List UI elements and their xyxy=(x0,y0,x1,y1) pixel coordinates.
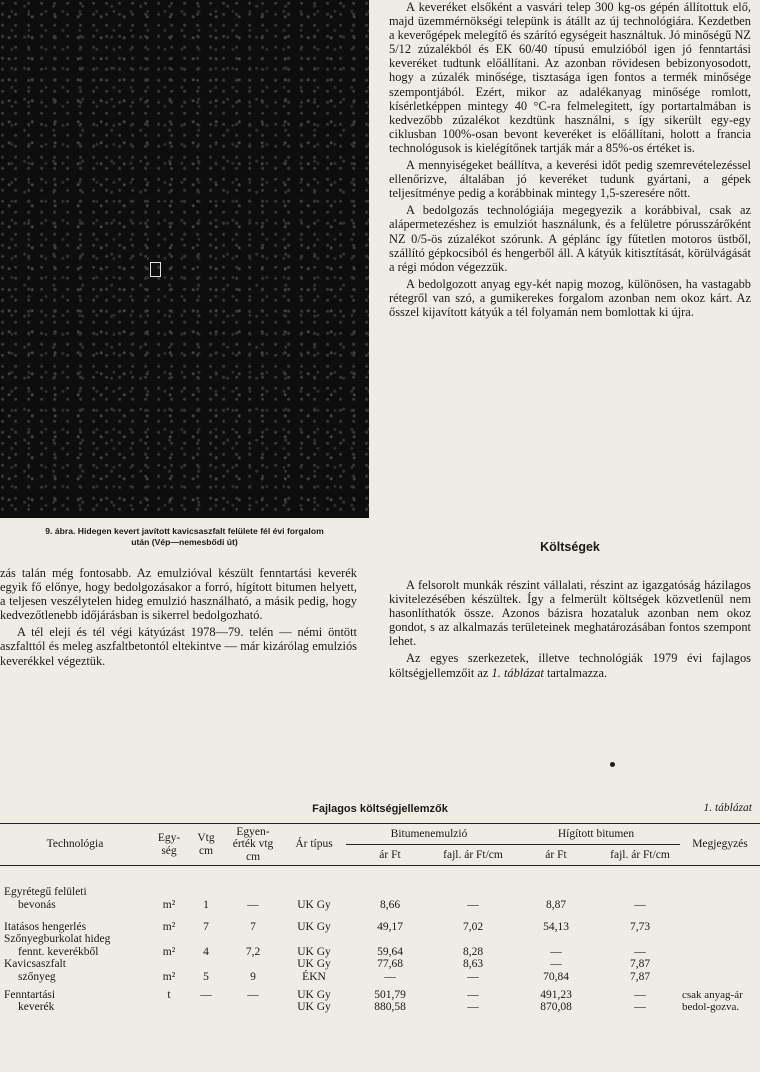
paragraph: A bedolgozás technológiája megegyezik a korábbival, csak az alápermetezéshez is emulziót használunk, és a felületre pórusszárőként NZ 0/5-ös zúzalékot szórunk. A géplánc így fűtetlen motoros üstből, szállító gépkocsiból és hengerből áll. A kátyúk kitisztítását, körülvágását a régi módon végezzük. xyxy=(389,203,751,274)
dot-mark xyxy=(610,762,615,767)
header-egyseg: Egy-ség xyxy=(150,824,188,866)
header-bitumenemulzio: Bitumenemulzió xyxy=(346,824,512,845)
left-column-bottom xyxy=(0,566,357,668)
right-column-bottom xyxy=(389,578,751,680)
paragraph: A felsorolt munkák részint vállalati, részint az igazgatóság házilagos kivitelezésében készültek. Így a felmerült költségek közvetlenül nem hasonlíthatók össze. Azonos bázisra hozataluk azonban nem okoz gondot, s az alkalmazás területeinek meghatározásában fontos szempont lehet. xyxy=(389,578,751,649)
header-fajl-ar: fajl. ár Ft/cm xyxy=(600,845,680,866)
photo-marker xyxy=(150,262,161,277)
table-row: Kavicsaszfalt szőnyeg m² 5 9 UK Gy ÉKN 77,68 — 8,63 — — 70,84 7,87 7,87 xyxy=(4,958,651,983)
table-note: csak anyag-ár bedol-gozva. xyxy=(682,989,743,1014)
header-technologia: Technológia xyxy=(0,824,150,866)
header-egyenertek: Egyen-érték vtg cm xyxy=(224,824,282,866)
table-label: 1. táblázat xyxy=(703,802,752,814)
header-fajl-ar: fajl. ár Ft/cm xyxy=(434,845,512,866)
header-vtg: Vtg cm xyxy=(188,824,224,866)
header-higitott: Hígított bitumen xyxy=(512,824,680,845)
table-row: Szőnyegburkolat hideg fennt. keverékből m² 4 7,2 UK Gy 59,64 8,28 — — xyxy=(4,933,646,958)
figure-caption: 9. ábra. Hidegen kevert javított kavicsaszfalt felülete fél évi forgalom után (Vép—nemesbődi út) xyxy=(45,526,324,547)
paragraph: A mennyiségeket beállítva, a keverési időt pedig szemrevételezéssel ellenőrizve, általában jó keveréket tudunk gyártani, a gépek teljesítménye pedig a korábbinak mintegy 1,5-szeresére nőtt. xyxy=(389,158,751,201)
table-row: Itatásos hengerlés m² 7 7 UK Gy 49,17 7,02 54,13 7,73 xyxy=(4,921,651,934)
paragraph: Az egyes szerkezetek, illetve technológiák 1979 évi fajlagos költségjellemzőit az 1. táblázat tartalmazza. xyxy=(389,651,751,680)
cost-table xyxy=(0,823,760,1014)
right-column-top xyxy=(389,0,751,319)
table-row: Fenntartási keverék t — — UK Gy UK Gy 501,79 880,58 — — 491,23 870,08 — — csak anyag-ár bedol-gozva. xyxy=(0,983,760,1014)
pavement-photo xyxy=(0,0,369,518)
section-title: Költségek xyxy=(540,540,600,554)
table-row: Egyrétegű felületi bevonás m² 1 — UK Gy 8,66 — 8,87 — xyxy=(4,886,646,911)
paragraph: A bedolgozott anyag egy-két napig mozog, különösen, ha vastagabb rétegről van szó, a gumikerekes forgalom azonban nem okoz kárt. Az ősszel kijavított kátyúk a tél folyamán nem bomlottak ki újra. xyxy=(389,276,751,319)
table-heading xyxy=(0,800,760,820)
table-reference: 1. táblázat xyxy=(491,665,544,680)
header-megjegyzes: Megjegyzés xyxy=(680,824,760,866)
paragraph: A tél eleji és tél végi kátyúzást 1978—79. telén — némi öntött aszfalttól és meleg aszfaltbetontól eltekintve — már kizárólag emulziós keverékkel végeztük. xyxy=(0,625,357,668)
table-title: Fajlagos költségjellemzők xyxy=(312,803,448,815)
header-ar-ft: ár Ft xyxy=(512,845,600,866)
paragraph: zás talán még fontosabb. Az emulzióval készült fenntartási keverék egyik fő előnye, hogy bedolgozásakor a forró, hígított bitumen helyett, a teljesen veszélytelen hideg emulzió használható, a másik pedig, hogy kedvezőtlenebb időjárásban is sikerrel bedolgozható. xyxy=(0,566,357,623)
header-ar-tipus: Ár típus xyxy=(282,824,346,866)
paragraph: A keveréket elsőként a vasvári telep 300 kg-os gépén állítottuk elő, majd üzemmérnökségi telepünk is átállt az új technológiára. Kezdetben a keverőgépek melegítő és szárító egységeit használtuk. Jó minőségű NZ 5/12 zúzalékból és EK 60/40 típusú emulzióból igen jó fenntartási keveréket tudtunk előállítani. Az azonban rövidesen bebizonyosodott, hogy a zúzalék minősége, tisztasága igen fontos a termék minősége szempontjából. Ezért, mikor az adalékanyag minősége romlott, kísérletképpen mintegy 40 °C-ra felmelegitett, így portartalmában is kedvezőbb zúzalékot kezdtünk használni, s így sikerült egy-egy ciklusban 100%-osan bevont keveréket is előállítani, holott a francia technológusok is kielégítőnek tartják már a 85%-os értéket is. xyxy=(389,0,751,155)
header-ar-ft: ár Ft xyxy=(346,845,434,866)
